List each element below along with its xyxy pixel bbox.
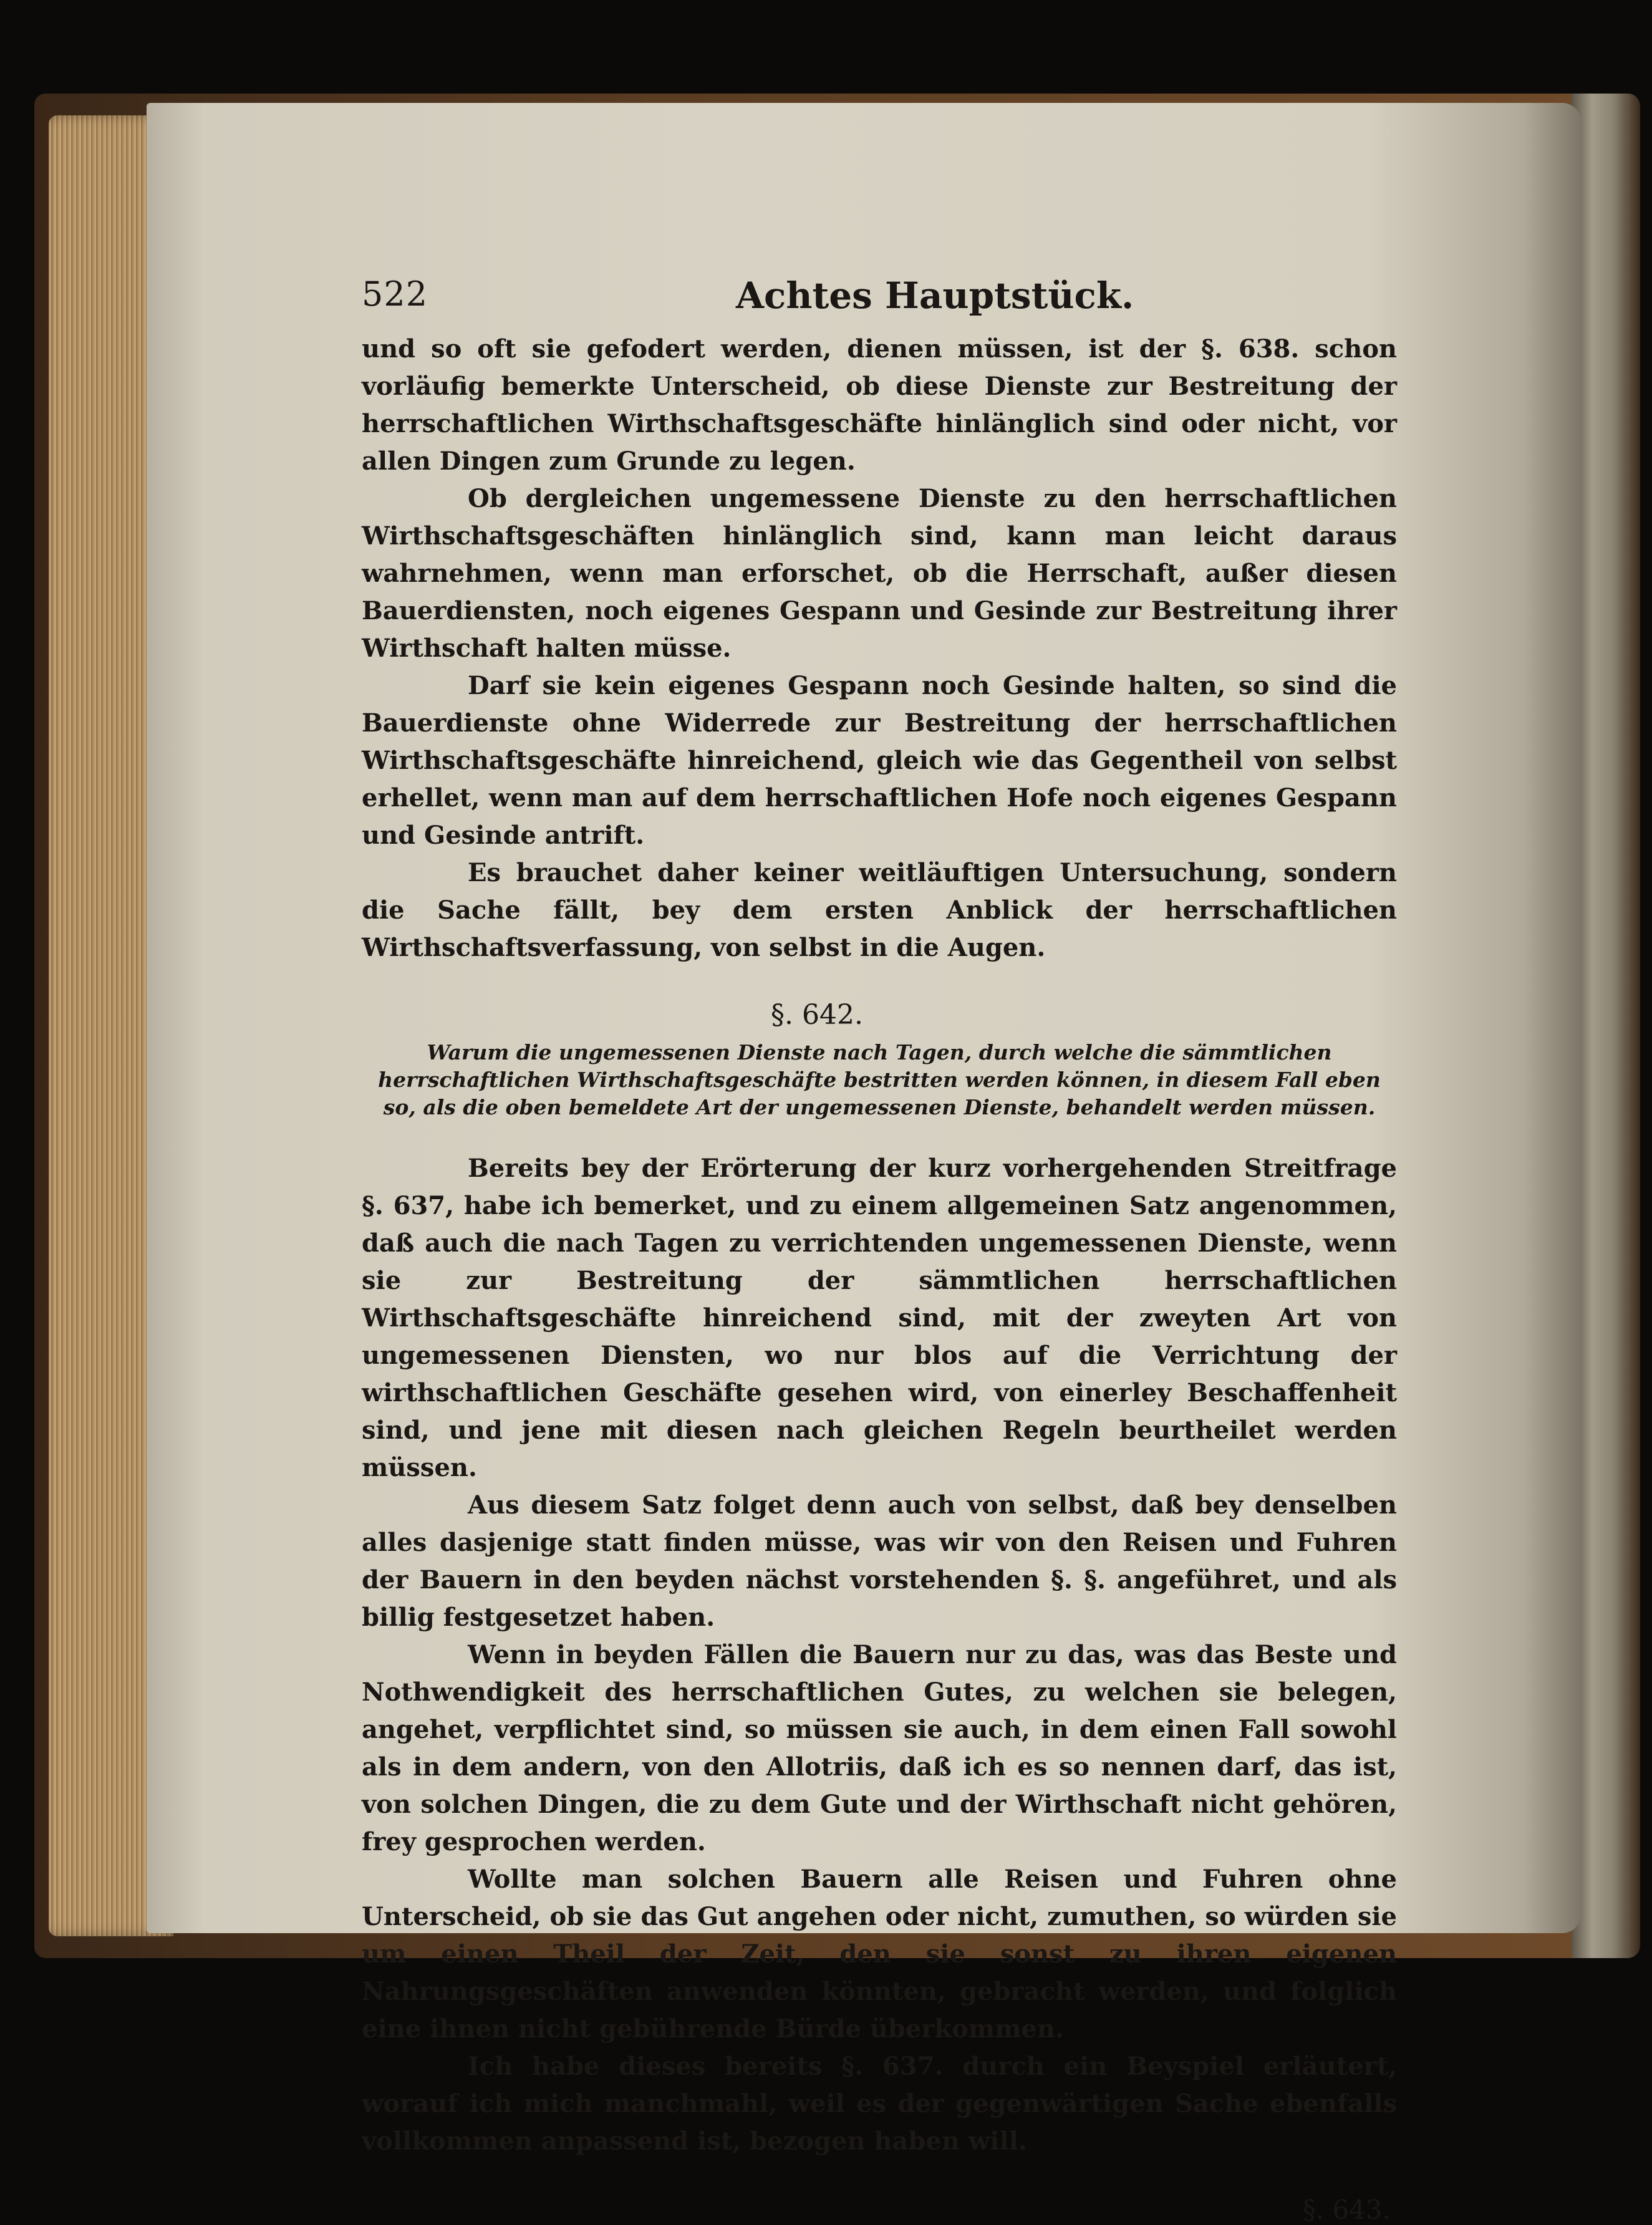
paragraph: Ich habe dieses bereits §. 637. durch ein Beyspiel erläutert, worauf ich mich manchmahl, weil es der gegenwärtigen Sache ebenfalls vollkommen anpassend ist, bezogen haben will. bbox=[362, 2052, 1397, 2156]
paragraph: Wollte man solchen Bauern alle Reisen und Fuhren ohne Unterscheid, ob sie das Gut angehen oder nicht, zumuthen, so würden sie um einen Theil der Zeit, den sie sonst zu ihren eigenen Nahrungsgeschäften anwenden könnten, gebracht werden, und folglich eine ihnen nicht gebührende Bürde überkommen. bbox=[362, 1865, 1397, 2044]
running-head: Achtes Hauptstück. bbox=[736, 274, 1134, 317]
paragraph: Darf sie kein eigenes Gespann noch Gesinde halten, so sind die Bauerdienste ohne Widerrede zur Bestreitung der herrschaftlichen Wirthschaftsgeschäfte hinreichend, gleich wie das Gegentheil von selbst erhellet, wenn man auf dem herrschaftlichen Hofe noch eigenes Gespann und Gesinde antrift. bbox=[362, 671, 1397, 850]
intro-paragraph: und so oft sie gefodert werden, dienen müssen, ist der §. 638. schon vorläufig bemerkte Unterscheid, ob diese Dienste zur Bestreitung der herrschaftlichen Wirthschaftsgeschäfte hinlänglich sind oder nicht, vor allen Dingen zum Grunde zu legen. bbox=[362, 334, 1397, 476]
section-title: Warum die ungemessenen Dienste nach Tagen, durch welche die sämmtlichen herrschaftlichen Wirthschaftsgeschäfte bestritten werden können, in diesem Fall eben so, als die oben bemeldete Art der ungemessenen Dienste, behandelt werden müssen. bbox=[378, 1040, 1381, 1119]
page-number: 522 bbox=[362, 274, 428, 314]
section-number: §. 642. bbox=[771, 999, 863, 1031]
paragraph: Bereits bey der Erörterung der kurz vorhergehenden Streitfrage §. 637, habe ich bemerket, und zu einem allgemeinen Satz angenommen, daß auch die nach Tagen zu verrichtenden ungemessenen Dienste, wenn sie zur Bestreitung der sämmtlichen herrschaftlichen Wirthschaftsgeschäfte hinreichend sind, mit der zweyten Art von ungemessenen Diensten, wo nur blos auf die Verrichtung der wirthschaftlichen Geschäfte gesehen wird, von einerley Beschaffenheit sind, und jene mit diesen nach gleichen Regeln beurtheilet werden müssen. bbox=[362, 1154, 1397, 1482]
paragraph: Aus diesem Satz folget denn auch von selbst, daß bey denselben alles dasjenige statt finden müsse, was wir von den Reisen und Fuhren der Bauern in den beyden nächst vorstehenden §. §. angeführet, und als billig festgesetzet haben. bbox=[362, 1490, 1397, 1632]
paragraph: Es brauchet daher keiner weitläuftigen Untersuchung, sondern die Sache fällt, bey dem ersten Anblick der herrschaftlichen Wirthschaftsverfassung, von selbst in die Augen. bbox=[362, 858, 1397, 962]
paragraph: Wenn in beyden Fällen die Bauern nur zu das, was das Beste und Nothwendigkeit des herrschaftlichen Gutes, zu welchen sie belegen, angehet, verpflichtet sind, so müssen sie auch, in dem einen Fall sowohl als in dem andern, von den Allotriis, daß ich es so nennen darf, das ist, von solchen Dingen, die zu dem Gute und der Wirthschaft nicht gehören, frey gesprochen werden. bbox=[362, 1640, 1397, 1856]
page-text-block bbox=[362, 274, 1397, 2225]
page-header bbox=[362, 274, 1397, 331]
catchword: §. 643. bbox=[1302, 2194, 1391, 2225]
facing-page-edge bbox=[1572, 94, 1640, 1958]
paragraph: Ob dergleichen ungemessene Dienste zu den herrschaftlichen Wirthschaftsgeschäften hinlänglich sind, kann man leicht daraus wahrnehmen, wenn man erforschet, ob die Herrschaft, außer diesen Bauerdiensten, noch eigenes Gespann und Gesinde zur Bestreitung ihrer Wirthschaft halten müsse. bbox=[362, 484, 1397, 663]
